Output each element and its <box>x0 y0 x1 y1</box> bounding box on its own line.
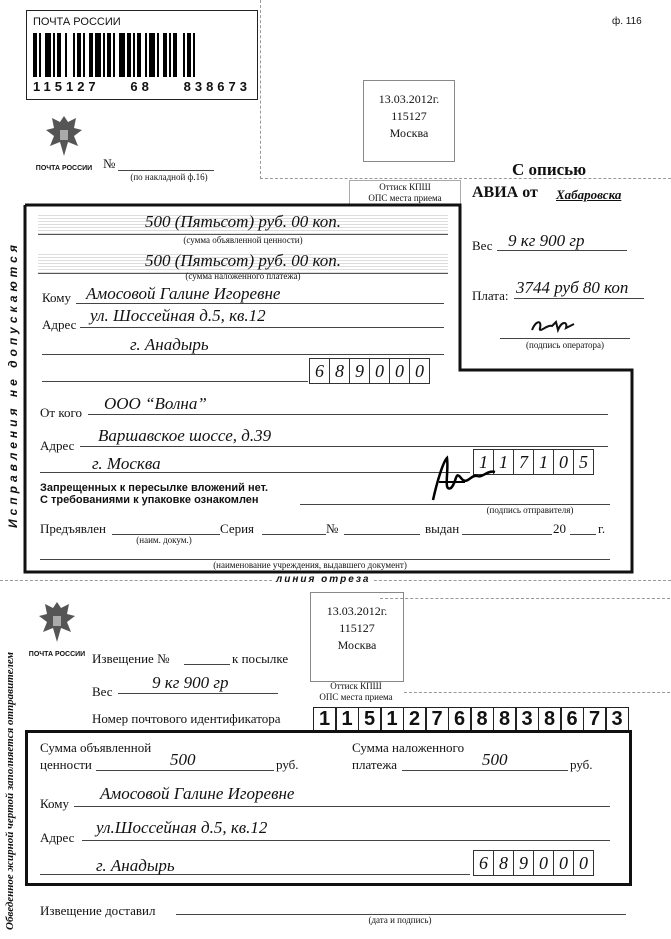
recipient-city: г. Анадырь <box>130 335 209 354</box>
notice-weight-value: 9 кг 900 гр <box>152 673 229 692</box>
number-label: № <box>103 156 116 171</box>
year-suffix: г. <box>598 521 606 536</box>
payment-label: Плата: <box>472 288 509 303</box>
title-inventory: С описью <box>512 160 587 179</box>
year-line <box>570 534 596 535</box>
kpsh-top: Оттиск КПШ ОПС места приема <box>349 180 461 206</box>
payment-line <box>514 298 644 299</box>
tracking-digit: 6 <box>560 707 584 731</box>
tracking-label: Номер почтового идентификатора <box>92 711 281 726</box>
declaration-line-2: С требованиями к упаковке ознакомлен <box>40 494 259 506</box>
series-line <box>262 534 326 535</box>
from-label: От кого <box>40 405 82 420</box>
cut-line-label: линия отреза <box>272 574 374 585</box>
bottom-to-line <box>74 806 610 807</box>
payment-value: 3744 руб 80 коп <box>516 278 629 297</box>
tracking-digit: 6 <box>448 707 472 731</box>
weight-label: Вес <box>472 238 493 253</box>
address-label: Адрес <box>42 317 77 332</box>
barcode-digits: 115127 68 838673 <box>33 79 251 94</box>
notice-label: Извещение № <box>92 651 170 666</box>
cod-value-caption: (сумма наложенного платежа) <box>185 271 301 281</box>
stamp-bottom: 13.03.2012г. 115127 Москва <box>310 592 404 682</box>
lower-right-dashed <box>380 598 670 599</box>
year-prefix: 20 <box>553 521 566 536</box>
cod-line <box>402 770 568 771</box>
to-label: Кому <box>42 290 72 305</box>
issued-label: выдан <box>425 521 460 536</box>
tracking-digit: 7 <box>425 707 449 731</box>
cod-value: 500 (Пятьсот) руб. 00 коп. <box>144 251 342 270</box>
stamp-city: Москва <box>389 126 429 140</box>
tracking-digit: 5 <box>358 707 382 731</box>
series-label: Серия <box>220 521 255 536</box>
tracking-digit: 1 <box>380 707 404 731</box>
eagle-emblem-icon <box>37 598 77 646</box>
declared-value-caption: (сумма объявленной ценности) <box>183 235 303 245</box>
weight-value: 9 кг 900 гр <box>508 231 585 250</box>
stamp-date: 13.03.2012г. <box>378 92 440 106</box>
avia-city: Хабаровска <box>556 187 622 202</box>
sender-name: ООО “Волна” <box>104 394 207 413</box>
bottom-declared-value: 500 <box>170 750 196 769</box>
sender-signature-icon <box>425 452 500 507</box>
bottom-postcode: 6 8 9 0 0 0 <box>474 850 594 876</box>
cod-label-2: платежа <box>352 757 398 772</box>
notice-suffix: к посылке <box>232 651 289 666</box>
bottom-cod-value: 500 <box>482 750 508 769</box>
delivered-label: Извещение доставил <box>40 903 156 918</box>
bottom-recipient-street: ул.Шоссейная д.5, кв.12 <box>96 818 268 837</box>
bottom-recipient-name: Амосовой Галине Игоревне <box>100 784 295 803</box>
sender-postcode: 1 1 7 1 0 5 <box>474 449 594 475</box>
rub-label-2: руб. <box>570 757 593 772</box>
tracking-digit: 8 <box>538 707 562 731</box>
sender-address-line-1 <box>80 446 608 447</box>
presented-doc-caption: (наим. докум.) <box>136 535 192 545</box>
declared-line <box>96 770 274 771</box>
declared-value: 500 (Пятьсот) руб. 00 коп. <box>144 212 342 231</box>
operator-caption: (подпись оператора) <box>526 340 604 350</box>
logo-caption-bottom: ПОЧТА РОССИИ <box>28 651 86 658</box>
recipient-name: Амосовой Галине Игоревне <box>86 284 281 303</box>
from-line <box>88 414 608 415</box>
bottom-recipient-city: г. Анадырь <box>96 856 175 875</box>
issued-line <box>462 534 552 535</box>
sender-street: Варшавское шоссе, д.39 <box>98 426 272 445</box>
sender-city: г. Москва <box>92 454 161 473</box>
sender-signature-caption: (подпись отправителя) <box>486 505 574 515</box>
recipient-street: ул. Шоссейная д.5, кв.12 <box>90 306 266 325</box>
tracking-digit: 8 <box>493 707 517 731</box>
tracking-digit: 3 <box>605 707 629 731</box>
tracking-digit: 2 <box>403 707 427 731</box>
issuer-caption: (наименование учреждения, выдавшего документ) <box>213 560 407 570</box>
notice-weight-label: Вес <box>92 684 113 699</box>
presented-label: Предъявлен <box>40 521 106 536</box>
cod-label-1: Сумма наложенного <box>352 740 465 755</box>
tracking-digit: 8 <box>470 707 494 731</box>
rub-label-1: руб. <box>276 757 299 772</box>
vertical-note-bottom: Обведенное жирной чертой заполняется отправителем <box>4 651 16 930</box>
bottom-address-label: Адрес <box>40 830 75 845</box>
form-code: ф. 116 <box>612 16 642 27</box>
doc-number-label: № <box>326 521 339 536</box>
delivered-caption: (дата и подпись) <box>368 915 432 925</box>
barcode-header: ПОЧТА РОССИИ <box>33 16 121 28</box>
tracking-number <box>314 707 629 731</box>
tracking-digit: 7 <box>583 707 607 731</box>
post-logo-bottom <box>26 598 88 668</box>
vertical-note-top: Исправления не допускаются <box>6 241 20 528</box>
kpsh-bottom: Оттиск КПШ ОПС места приема <box>319 681 393 702</box>
operator-signature-icon <box>528 314 580 336</box>
declared-label-2: ценности <box>40 757 92 772</box>
sender-address-label: Адрес <box>40 438 75 453</box>
address-line-1 <box>80 327 444 328</box>
tracking-digit: 3 <box>515 707 539 731</box>
bottom-to-label: Кому <box>40 796 70 811</box>
declaration-line-1: Запрещенных к пересылке вложений нет. <box>40 482 269 494</box>
declared-label-1: Сумма объявленной <box>40 740 152 755</box>
stamp-index: 115127 <box>391 109 427 123</box>
tracking-digit: 1 <box>313 707 337 731</box>
recipient-postcode: 6 8 9 0 0 0 <box>310 358 430 384</box>
doc-number-line <box>344 534 420 535</box>
address-line-3 <box>42 381 308 382</box>
kpsh-dashed <box>404 692 670 693</box>
avia-label: АВИА от <box>472 184 538 201</box>
tracking-digit: 1 <box>335 707 359 731</box>
bottom-address-line-1 <box>82 840 610 841</box>
notice-weight-line <box>118 693 278 694</box>
invoice-caption: (по накладной ф.16) <box>130 172 208 182</box>
notice-number-line <box>184 664 230 665</box>
operator-line <box>500 338 630 339</box>
logo-caption: ПОЧТА РОССИИ <box>35 165 93 172</box>
address-line-2 <box>42 354 444 355</box>
